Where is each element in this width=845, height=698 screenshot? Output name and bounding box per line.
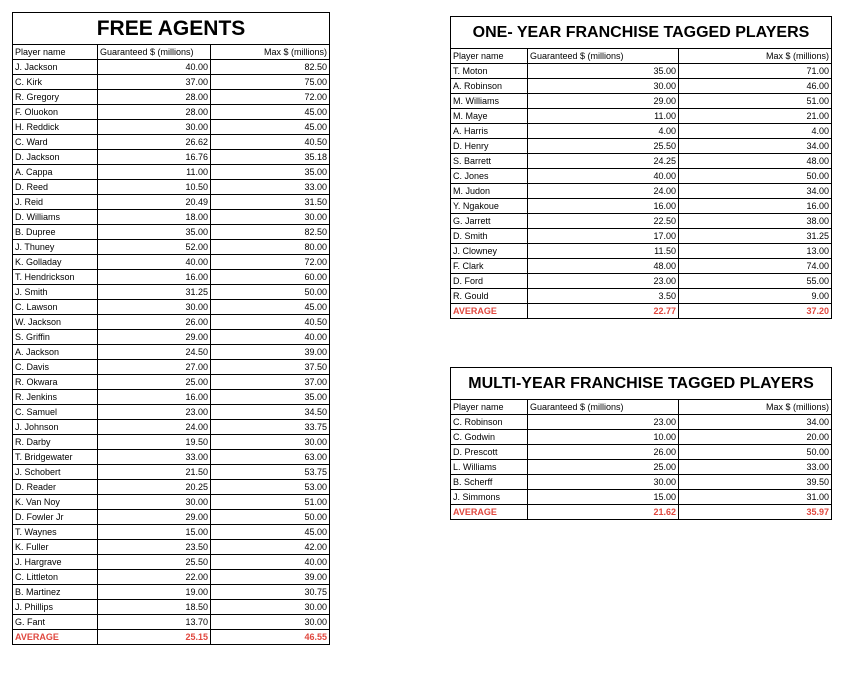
cell-max[interactable]: 51.00 xyxy=(211,495,330,510)
cell-max[interactable]: 34.50 xyxy=(211,405,330,420)
cell-player-name[interactable]: R. Okwara xyxy=(13,375,98,390)
table-row xyxy=(13,495,330,510)
cell-player-name[interactable]: C. Littleton xyxy=(13,570,98,585)
cell-player-name[interactable]: K. Fuller xyxy=(13,540,98,555)
cell-max[interactable]: 30.00 xyxy=(211,600,330,615)
one-year-franchise-table xyxy=(450,16,832,319)
average-guaranteed[interactable]: 21.62 xyxy=(528,505,679,520)
table-row xyxy=(13,615,330,630)
header-row xyxy=(451,400,832,415)
cell-max[interactable]: 30.00 xyxy=(211,615,330,630)
cell-guaranteed[interactable]: 15.00 xyxy=(528,490,679,505)
cell-guaranteed[interactable]: 16.00 xyxy=(528,199,679,214)
table-row xyxy=(13,330,330,345)
cell-guaranteed[interactable]: 16.00 xyxy=(98,270,211,285)
table-row xyxy=(451,94,832,109)
cell-player-name[interactable]: D. Reader xyxy=(13,480,98,495)
cell-max[interactable]: 35.18 xyxy=(211,150,330,165)
table-row xyxy=(13,255,330,270)
cell-max[interactable]: 53.75 xyxy=(211,465,330,480)
cell-max[interactable]: 46.00 xyxy=(679,79,832,94)
cell-max[interactable]: 45.00 xyxy=(211,525,330,540)
cell-guaranteed[interactable]: 23.00 xyxy=(528,274,679,289)
table-row xyxy=(13,315,330,330)
cell-player-name[interactable]: J. Smith xyxy=(13,285,98,300)
table-row xyxy=(13,420,330,435)
cell-player-name[interactable]: D. Fowler Jr xyxy=(13,510,98,525)
cell-player-name[interactable]: F. Oluokon xyxy=(13,105,98,120)
table-row xyxy=(13,105,330,120)
cell-player-name[interactable]: J. Thuney xyxy=(13,240,98,255)
cell-player-name[interactable]: T. Hendrickson xyxy=(13,270,98,285)
table-row xyxy=(13,540,330,555)
cell-guaranteed[interactable]: 52.00 xyxy=(98,240,211,255)
table-row xyxy=(451,415,832,430)
cell-player-name[interactable]: D. Williams xyxy=(13,210,98,225)
table-row xyxy=(451,445,832,460)
average-label[interactable]: AVERAGE xyxy=(451,304,528,319)
cell-max[interactable]: 80.00 xyxy=(211,240,330,255)
cell-player-name[interactable]: T. Bridgewater xyxy=(13,450,98,465)
table-row xyxy=(13,270,330,285)
cell-guaranteed[interactable]: 40.00 xyxy=(98,60,211,75)
table-row xyxy=(451,490,832,505)
cell-max[interactable]: 31.25 xyxy=(679,229,832,244)
average-guaranteed[interactable]: 22.77 xyxy=(528,304,679,319)
cell-max[interactable]: 40.50 xyxy=(211,135,330,150)
cell-max[interactable]: 9.00 xyxy=(679,289,832,304)
cell-max[interactable]: 4.00 xyxy=(679,124,832,139)
header-max[interactable]: Max $ (millions) xyxy=(679,49,832,64)
header-guaranteed[interactable]: Guaranteed $ (millions) xyxy=(528,400,679,415)
cell-guaranteed[interactable]: 20.49 xyxy=(98,195,211,210)
table-row xyxy=(451,259,832,274)
cell-max[interactable]: 37.50 xyxy=(211,360,330,375)
cell-guaranteed[interactable]: 11.00 xyxy=(98,165,211,180)
multi-year-title: MULTI-YEAR FRANCHISE TAGGED PLAYERS xyxy=(451,368,832,400)
cell-max[interactable]: 63.00 xyxy=(211,450,330,465)
cell-player-name[interactable]: D. Smith xyxy=(451,229,528,244)
table-row xyxy=(13,180,330,195)
cell-guaranteed[interactable]: 26.62 xyxy=(98,135,211,150)
average-row xyxy=(451,304,832,319)
cell-player-name[interactable]: L. Williams xyxy=(451,460,528,475)
average-row xyxy=(13,630,330,645)
cell-max[interactable]: 72.00 xyxy=(211,90,330,105)
cell-player-name[interactable]: M. Williams xyxy=(451,94,528,109)
cell-guaranteed[interactable]: 30.00 xyxy=(528,475,679,490)
cell-guaranteed[interactable]: 15.00 xyxy=(98,525,211,540)
cell-max[interactable]: 34.00 xyxy=(679,415,832,430)
table-row xyxy=(13,135,330,150)
cell-max[interactable]: 48.00 xyxy=(679,154,832,169)
table-row xyxy=(451,214,832,229)
cell-guaranteed[interactable]: 23.00 xyxy=(528,415,679,430)
cell-max[interactable]: 55.00 xyxy=(679,274,832,289)
average-row xyxy=(451,505,832,520)
cell-guaranteed[interactable]: 16.76 xyxy=(98,150,211,165)
cell-player-name[interactable]: C. Davis xyxy=(13,360,98,375)
table-row xyxy=(13,360,330,375)
cell-guaranteed[interactable]: 35.00 xyxy=(98,225,211,240)
cell-max[interactable]: 37.00 xyxy=(211,375,330,390)
cell-guaranteed[interactable]: 27.00 xyxy=(98,360,211,375)
table-row xyxy=(13,510,330,525)
cell-max[interactable]: 45.00 xyxy=(211,105,330,120)
table-row xyxy=(451,154,832,169)
cell-max[interactable]: 30.00 xyxy=(211,210,330,225)
cell-guaranteed[interactable]: 13.70 xyxy=(98,615,211,630)
cell-max[interactable]: 50.00 xyxy=(211,510,330,525)
cell-player-name[interactable]: M. Judon xyxy=(451,184,528,199)
cell-guaranteed[interactable]: 25.50 xyxy=(98,555,211,570)
cell-player-name[interactable]: J. Clowney xyxy=(451,244,528,259)
cell-max[interactable]: 60.00 xyxy=(211,270,330,285)
table-row xyxy=(451,109,832,124)
average-max[interactable]: 46.55 xyxy=(211,630,330,645)
header-guaranteed[interactable]: Guaranteed $ (millions) xyxy=(98,45,211,60)
cell-guaranteed[interactable]: 25.00 xyxy=(98,375,211,390)
table-row xyxy=(451,274,832,289)
average-max[interactable]: 35.97 xyxy=(679,505,832,520)
cell-player-name[interactable]: J. Phillips xyxy=(13,600,98,615)
cell-guaranteed[interactable]: 4.00 xyxy=(528,124,679,139)
cell-guaranteed[interactable]: 16.00 xyxy=(98,390,211,405)
cell-max[interactable]: 13.00 xyxy=(679,244,832,259)
cell-max[interactable]: 35.00 xyxy=(211,165,330,180)
header-player-name[interactable]: Player name xyxy=(451,400,528,415)
cell-guaranteed[interactable]: 29.00 xyxy=(98,330,211,345)
table-row xyxy=(13,225,330,240)
average-label[interactable]: AVERAGE xyxy=(13,630,98,645)
cell-guaranteed[interactable]: 3.50 xyxy=(528,289,679,304)
cell-guaranteed[interactable]: 40.00 xyxy=(98,255,211,270)
cell-player-name[interactable]: A. Harris xyxy=(451,124,528,139)
cell-guaranteed[interactable]: 24.50 xyxy=(98,345,211,360)
table-row xyxy=(451,199,832,214)
cell-player-name[interactable]: C. Jones xyxy=(451,169,528,184)
cell-player-name[interactable]: T. Moton xyxy=(451,64,528,79)
cell-max[interactable]: 40.50 xyxy=(211,315,330,330)
cell-max[interactable]: 34.00 xyxy=(679,184,832,199)
cell-max[interactable]: 71.00 xyxy=(679,64,832,79)
table-row xyxy=(13,465,330,480)
table-row xyxy=(451,79,832,94)
cell-max[interactable]: 72.00 xyxy=(211,255,330,270)
cell-max[interactable]: 34.00 xyxy=(679,139,832,154)
table-row xyxy=(13,195,330,210)
cell-guaranteed[interactable]: 28.00 xyxy=(98,105,211,120)
cell-max[interactable]: 31.50 xyxy=(211,195,330,210)
header-row xyxy=(451,49,832,64)
table-row xyxy=(451,169,832,184)
cell-player-name[interactable]: A. Jackson xyxy=(13,345,98,360)
cell-max[interactable]: 82.50 xyxy=(211,60,330,75)
cell-player-name[interactable]: C. Ward xyxy=(13,135,98,150)
cell-player-name[interactable]: B. Scherff xyxy=(451,475,528,490)
cell-guaranteed[interactable]: 10.50 xyxy=(98,180,211,195)
cell-guaranteed[interactable]: 33.00 xyxy=(98,450,211,465)
table-row xyxy=(13,60,330,75)
cell-player-name[interactable]: A. Cappa xyxy=(13,165,98,180)
cell-guaranteed[interactable]: 10.00 xyxy=(528,430,679,445)
table-row xyxy=(13,405,330,420)
table-row xyxy=(13,210,330,225)
table-row xyxy=(13,165,330,180)
cell-max[interactable]: 30.00 xyxy=(211,435,330,450)
cell-guaranteed[interactable]: 37.00 xyxy=(98,75,211,90)
cell-player-name[interactable]: G. Jarrett xyxy=(451,214,528,229)
table-row xyxy=(13,435,330,450)
table-title-row xyxy=(451,17,832,49)
cell-player-name[interactable]: B. Dupree xyxy=(13,225,98,240)
cell-max[interactable]: 45.00 xyxy=(211,300,330,315)
cell-max[interactable]: 50.00 xyxy=(679,445,832,460)
table-row xyxy=(451,460,832,475)
cell-guaranteed[interactable]: 25.00 xyxy=(528,460,679,475)
cell-guaranteed[interactable]: 20.25 xyxy=(98,480,211,495)
table-row xyxy=(13,90,330,105)
cell-max[interactable]: 45.00 xyxy=(211,120,330,135)
table-row xyxy=(13,75,330,90)
cell-guaranteed[interactable]: 30.00 xyxy=(98,300,211,315)
table-row xyxy=(13,570,330,585)
header-max[interactable]: Max $ (millions) xyxy=(211,45,330,60)
cell-max[interactable]: 39.50 xyxy=(679,475,832,490)
cell-player-name[interactable]: C. Robinson xyxy=(451,415,528,430)
cell-guaranteed[interactable]: 11.50 xyxy=(528,244,679,259)
table-row xyxy=(451,184,832,199)
cell-guaranteed[interactable]: 22.00 xyxy=(98,570,211,585)
cell-player-name[interactable]: D. Reed xyxy=(13,180,98,195)
table-row xyxy=(13,390,330,405)
cell-player-name[interactable]: G. Fant xyxy=(13,615,98,630)
average-guaranteed[interactable]: 25.15 xyxy=(98,630,211,645)
cell-guaranteed[interactable]: 26.00 xyxy=(98,315,211,330)
cell-max[interactable]: 39.00 xyxy=(211,570,330,585)
cell-player-name[interactable]: D. Henry xyxy=(451,139,528,154)
cell-max[interactable]: 82.50 xyxy=(211,225,330,240)
cell-guaranteed[interactable]: 31.25 xyxy=(98,285,211,300)
cell-guaranteed[interactable]: 35.00 xyxy=(528,64,679,79)
cell-player-name[interactable]: R. Jenkins xyxy=(13,390,98,405)
cell-player-name[interactable]: T. Waynes xyxy=(13,525,98,540)
table-row xyxy=(13,525,330,540)
cell-player-name[interactable]: D. Prescott xyxy=(451,445,528,460)
table-row xyxy=(13,375,330,390)
table-row xyxy=(13,585,330,600)
cell-player-name[interactable]: R. Gregory xyxy=(13,90,98,105)
cell-player-name[interactable]: J. Simmons xyxy=(451,490,528,505)
cell-player-name[interactable]: J. Jackson xyxy=(13,60,98,75)
header-player-name[interactable]: Player name xyxy=(451,49,528,64)
cell-player-name[interactable]: D. Ford xyxy=(451,274,528,289)
cell-max[interactable]: 40.00 xyxy=(211,330,330,345)
cell-max[interactable]: 40.00 xyxy=(211,555,330,570)
cell-max[interactable]: 33.00 xyxy=(679,460,832,475)
table-row xyxy=(451,430,832,445)
cell-guaranteed[interactable]: 29.00 xyxy=(98,510,211,525)
cell-player-name[interactable]: K. Van Noy xyxy=(13,495,98,510)
cell-player-name[interactable]: J. Schobert xyxy=(13,465,98,480)
header-max[interactable]: Max $ (millions) xyxy=(679,400,832,415)
cell-guaranteed[interactable]: 17.00 xyxy=(528,229,679,244)
cell-player-name[interactable]: M. Maye xyxy=(451,109,528,124)
cell-guaranteed[interactable]: 30.00 xyxy=(98,120,211,135)
cell-guaranteed[interactable]: 19.00 xyxy=(98,585,211,600)
free-agents-title: FREE AGENTS xyxy=(13,13,330,45)
one-year-title: ONE- YEAR FRANCHISE TAGGED PLAYERS xyxy=(451,17,832,49)
cell-guaranteed[interactable]: 30.00 xyxy=(528,79,679,94)
cell-guaranteed[interactable]: 28.00 xyxy=(98,90,211,105)
table-row xyxy=(451,139,832,154)
cell-max[interactable]: 20.00 xyxy=(679,430,832,445)
cell-max[interactable]: 38.00 xyxy=(679,214,832,229)
cell-guaranteed[interactable]: 24.25 xyxy=(528,154,679,169)
cell-player-name[interactable]: W. Jackson xyxy=(13,315,98,330)
cell-player-name[interactable]: F. Clark xyxy=(451,259,528,274)
cell-max[interactable]: 31.00 xyxy=(679,490,832,505)
cell-guaranteed[interactable]: 11.00 xyxy=(528,109,679,124)
multi-year-franchise-table xyxy=(450,367,832,520)
cell-player-name[interactable]: C. Samuel xyxy=(13,405,98,420)
cell-player-name[interactable]: S. Griffin xyxy=(13,330,98,345)
cell-player-name[interactable]: D. Jackson xyxy=(13,150,98,165)
table-row xyxy=(13,150,330,165)
table-row xyxy=(13,345,330,360)
cell-guaranteed[interactable]: 21.50 xyxy=(98,465,211,480)
table-title-row xyxy=(13,13,330,45)
table-row xyxy=(13,120,330,135)
cell-guaranteed[interactable]: 24.00 xyxy=(528,184,679,199)
cell-guaranteed[interactable]: 30.00 xyxy=(98,495,211,510)
cell-guaranteed[interactable]: 18.00 xyxy=(98,210,211,225)
cell-guaranteed[interactable]: 18.50 xyxy=(98,600,211,615)
average-label[interactable]: AVERAGE xyxy=(451,505,528,520)
header-row xyxy=(13,45,330,60)
table-row xyxy=(451,64,832,79)
cell-max[interactable]: 16.00 xyxy=(679,199,832,214)
cell-max[interactable]: 53.00 xyxy=(211,480,330,495)
cell-max[interactable]: 39.00 xyxy=(211,345,330,360)
cell-player-name[interactable]: J. Hargrave xyxy=(13,555,98,570)
cell-player-name[interactable]: R. Darby xyxy=(13,435,98,450)
average-max[interactable]: 37.20 xyxy=(679,304,832,319)
cell-guaranteed[interactable]: 26.00 xyxy=(528,445,679,460)
table-row xyxy=(451,229,832,244)
table-row xyxy=(451,475,832,490)
cell-max[interactable]: 33.75 xyxy=(211,420,330,435)
cell-guaranteed[interactable]: 23.50 xyxy=(98,540,211,555)
table-row xyxy=(451,244,832,259)
cell-player-name[interactable]: S. Barrett xyxy=(451,154,528,169)
table-row xyxy=(13,555,330,570)
cell-max[interactable]: 21.00 xyxy=(679,109,832,124)
cell-player-name[interactable]: J. Reid xyxy=(13,195,98,210)
cell-player-name[interactable]: B. Martinez xyxy=(13,585,98,600)
cell-max[interactable]: 75.00 xyxy=(211,75,330,90)
table-row xyxy=(13,600,330,615)
cell-guaranteed[interactable]: 25.50 xyxy=(528,139,679,154)
cell-max[interactable]: 50.00 xyxy=(679,169,832,184)
header-player-name[interactable]: Player name xyxy=(13,45,98,60)
cell-guaranteed[interactable]: 29.00 xyxy=(528,94,679,109)
cell-max[interactable]: 42.00 xyxy=(211,540,330,555)
cell-guaranteed[interactable]: 48.00 xyxy=(528,259,679,274)
cell-max[interactable]: 50.00 xyxy=(211,285,330,300)
cell-guaranteed[interactable]: 19.50 xyxy=(98,435,211,450)
cell-max[interactable]: 74.00 xyxy=(679,259,832,274)
cell-guaranteed[interactable]: 22.50 xyxy=(528,214,679,229)
cell-player-name[interactable]: J. Johnson xyxy=(13,420,98,435)
table-row xyxy=(13,240,330,255)
table-row xyxy=(451,289,832,304)
table-row xyxy=(13,300,330,315)
cell-player-name[interactable]: Y. Ngakoue xyxy=(451,199,528,214)
cell-max[interactable]: 35.00 xyxy=(211,390,330,405)
cell-guaranteed[interactable]: 23.00 xyxy=(98,405,211,420)
cell-player-name[interactable]: A. Robinson xyxy=(451,79,528,94)
cell-player-name[interactable]: C. Lawson xyxy=(13,300,98,315)
free-agents-table xyxy=(12,12,330,645)
table-title-row xyxy=(451,368,832,400)
cell-guaranteed[interactable]: 40.00 xyxy=(528,169,679,184)
table-row xyxy=(451,124,832,139)
cell-max[interactable]: 33.00 xyxy=(211,180,330,195)
cell-guaranteed[interactable]: 24.00 xyxy=(98,420,211,435)
table-row xyxy=(13,480,330,495)
cell-player-name[interactable]: C. Kirk xyxy=(13,75,98,90)
cell-player-name[interactable]: C. Godwin xyxy=(451,430,528,445)
cell-player-name[interactable]: H. Reddick xyxy=(13,120,98,135)
cell-player-name[interactable]: R. Gould xyxy=(451,289,528,304)
header-guaranteed[interactable]: Guaranteed $ (millions) xyxy=(528,49,679,64)
cell-max[interactable]: 30.75 xyxy=(211,585,330,600)
cell-max[interactable]: 51.00 xyxy=(679,94,832,109)
table-row xyxy=(13,450,330,465)
cell-player-name[interactable]: K. Golladay xyxy=(13,255,98,270)
table-row xyxy=(13,285,330,300)
